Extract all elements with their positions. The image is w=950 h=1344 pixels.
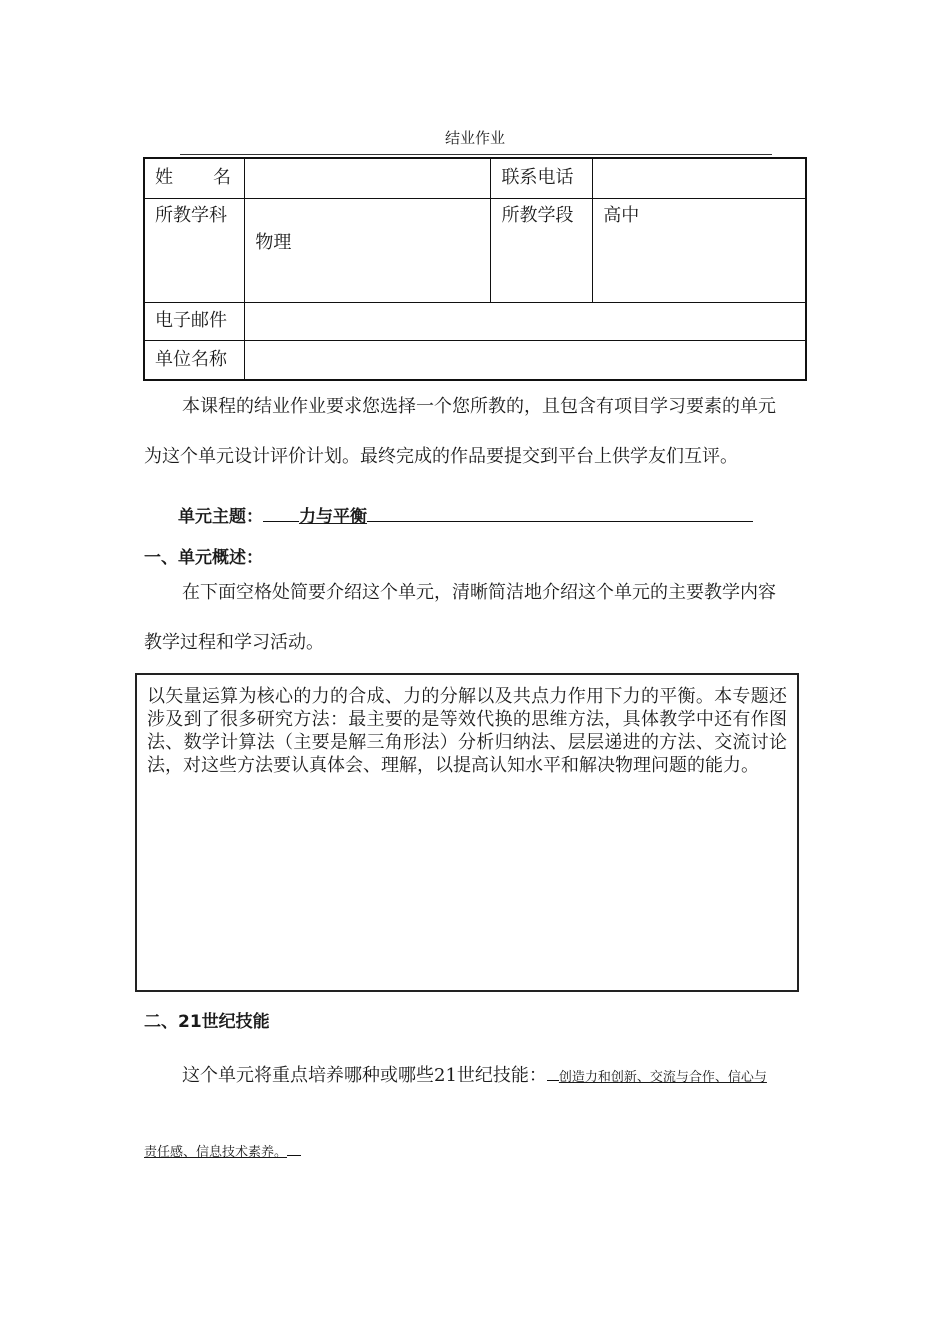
table-row bbox=[144, 303, 806, 341]
email-field[interactable] bbox=[245, 303, 806, 341]
page-title: 结业作业 bbox=[444, 129, 505, 147]
unit-theme-value[interactable]: 力与平衡 bbox=[299, 507, 367, 527]
intro-line-1: 本课程的结业作业要求您选择一个您所教的，且包含有项目学习要素的单元 bbox=[182, 396, 776, 417]
info-table bbox=[143, 157, 807, 381]
unit-field[interactable] bbox=[245, 341, 806, 381]
skills-answer-part2[interactable]: 责任感、信息技术素养。 bbox=[144, 1145, 288, 1160]
intro-line-2: 为这个单元设计评价计划。最终完成的作品要提交到平台上供学友们互评。 bbox=[144, 446, 738, 467]
level-label: 所教学段 bbox=[491, 199, 593, 303]
subject-label: 所教学科 bbox=[144, 199, 245, 303]
phone-field[interactable] bbox=[593, 158, 806, 199]
name-label: 姓 名 bbox=[144, 158, 245, 199]
table-row bbox=[144, 341, 806, 381]
name-field[interactable] bbox=[245, 158, 491, 199]
unit-overview-text: 以矢量运算为核心的力的合成、力的分解以及共点力作用下力的平衡。本专题还涉及到了很多研究方法：最主要的是等效代换的思维方法，具体教学中还有作图法、数学计算法（主要是解三角形法）分析归纳法、层层递进的方法、交流讨论法，对这些方法要认真体会、理解，以提高认知水平和解决物理问题的能力。 bbox=[147, 686, 787, 776]
unit-label: 单位名称 bbox=[144, 341, 245, 381]
section1-heading: 一、单元概述： bbox=[144, 548, 263, 568]
unit-overview-box[interactable] bbox=[135, 673, 799, 992]
section1-instruction-line-1: 在下面空格处简要介绍这个单元，清晰简洁地介绍这个单元的主要教学内容 bbox=[182, 582, 776, 603]
email-label: 电子邮件 bbox=[144, 303, 245, 341]
phone-label: 联系电话 bbox=[491, 158, 593, 199]
unit-theme bbox=[178, 502, 753, 527]
section2-heading: 二、21世纪技能 bbox=[144, 1012, 270, 1032]
unit-theme-label: 单元主题： bbox=[178, 507, 263, 527]
table-row bbox=[144, 199, 806, 303]
title-divider bbox=[180, 154, 772, 155]
skills-question: 这个单元将重点培养哪种或哪些21世纪技能： bbox=[182, 1065, 547, 1086]
subject-field[interactable]: 物理 bbox=[245, 199, 491, 303]
section2-answer-line-2 bbox=[144, 1139, 808, 1164]
section1-instruction-line-2: 教学过程和学习活动。 bbox=[144, 632, 324, 653]
skills-answer-part1[interactable]: 创造力和创新、交流与合作、信心与 bbox=[558, 1070, 767, 1085]
level-field[interactable]: 高中 bbox=[593, 199, 806, 303]
table-row bbox=[144, 158, 806, 199]
section2-question bbox=[144, 1064, 846, 1089]
